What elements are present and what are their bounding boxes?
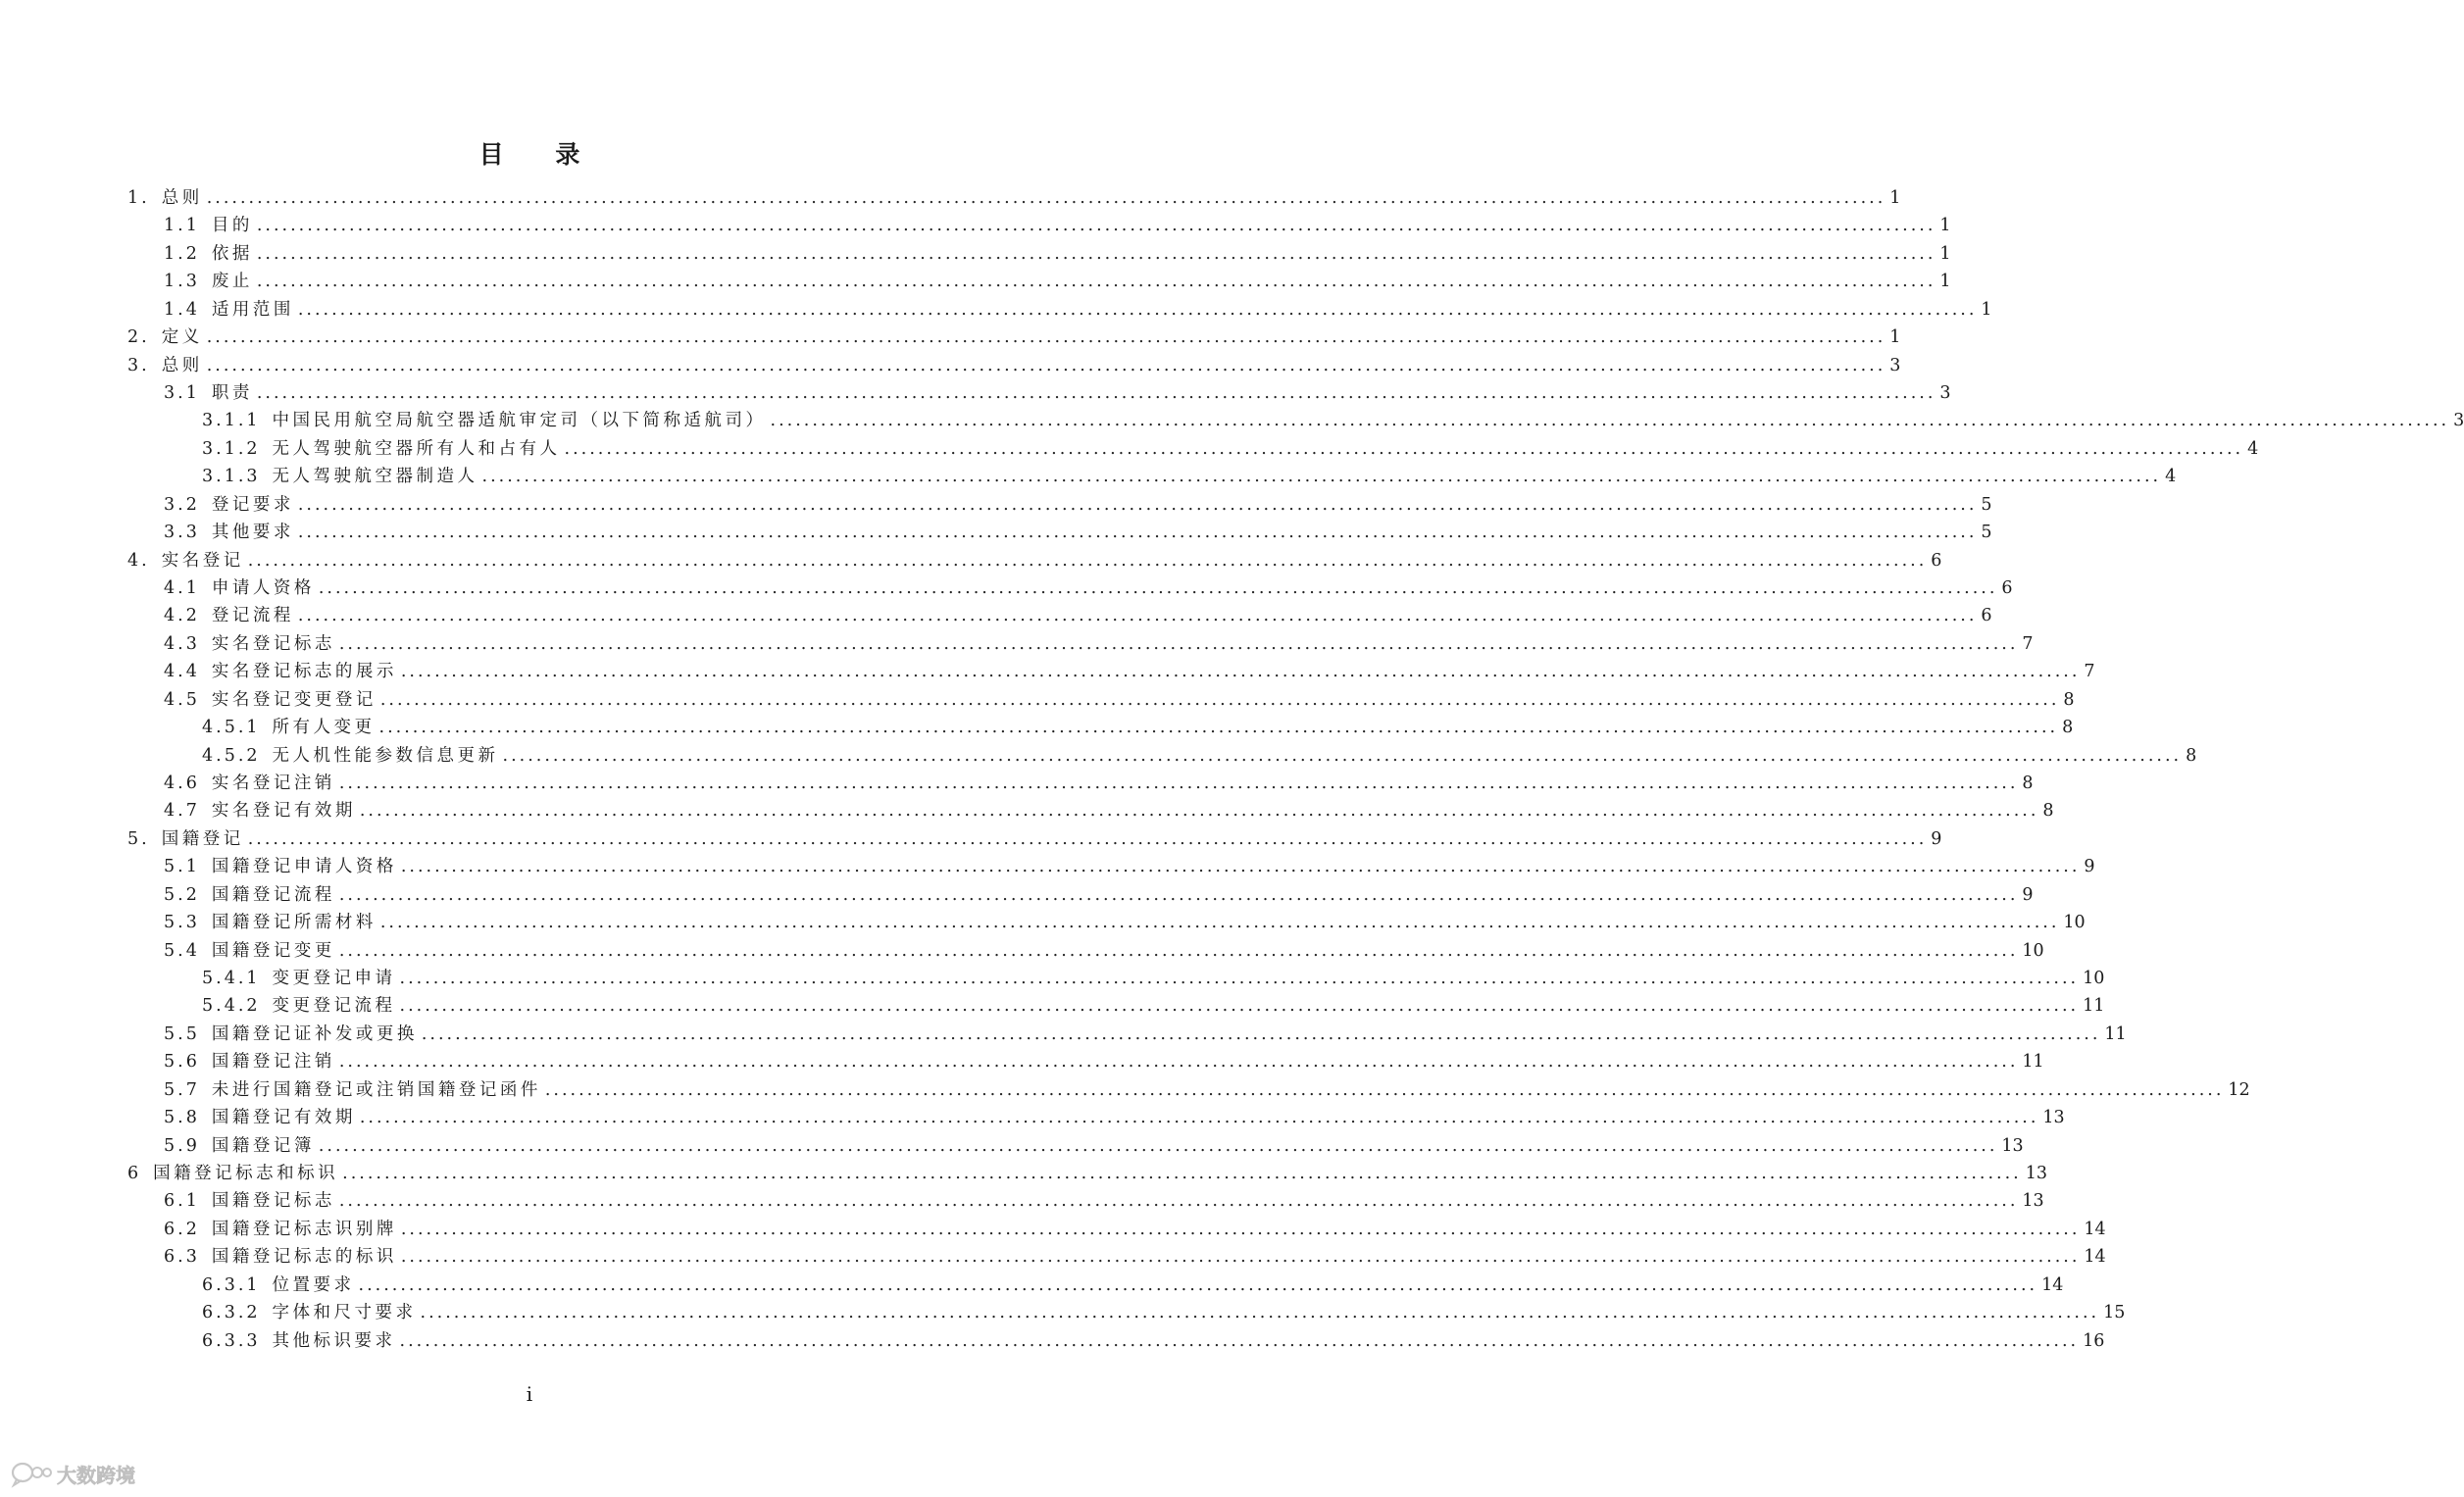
toc-entry-number: 4.7 bbox=[164, 801, 200, 822]
toc-entry-page: 1 bbox=[1889, 188, 1901, 208]
toc-dot-leader: ........................................................................................................................................................................................................ bbox=[420, 1303, 2100, 1323]
toc-entry-title: 国籍登记标志识别牌 bbox=[211, 1219, 397, 1239]
toc-dot-leader: ........................................................................................................................................................................................................ bbox=[297, 606, 1978, 626]
toc-dot-leader: ........................................................................................................................................................................................................ bbox=[256, 243, 1936, 264]
toc-entry-title: 总则 bbox=[161, 188, 203, 208]
toc-entry[interactable] bbox=[164, 1046, 2044, 1073]
toc-entry-page: 9 bbox=[2084, 857, 2095, 877]
toc-entry-page: 13 bbox=[2042, 1108, 2065, 1128]
toc-dot-leader: ........................................................................................................................................................................................................ bbox=[206, 327, 1886, 348]
toc-dot-leader: ........................................................................................................................................................................................................ bbox=[400, 1219, 2081, 1239]
toc-entry[interactable] bbox=[127, 1158, 2047, 1185]
toc-entry[interactable] bbox=[164, 266, 1951, 293]
toc-entry-title: 实名登记有效期 bbox=[211, 801, 356, 822]
toc-entry-number: 1.4 bbox=[164, 299, 200, 320]
toc-entry[interactable] bbox=[164, 879, 2034, 907]
toc-entry[interactable] bbox=[164, 935, 2044, 963]
toc-dot-leader: ........................................................................................................................................................................................................ bbox=[379, 913, 2060, 933]
toc-entry-title: 未进行国籍登记或注销国籍登记函件 bbox=[211, 1079, 541, 1100]
toc-entry[interactable] bbox=[202, 405, 2464, 432]
toc-entry-title: 国籍登记 bbox=[161, 828, 244, 849]
toc-entry-number: 5.4 bbox=[164, 940, 200, 961]
toc-entry-page: 15 bbox=[2103, 1303, 2126, 1323]
toc-entry[interactable] bbox=[127, 823, 1942, 851]
chat-bubble-logo-icon bbox=[10, 1461, 53, 1486]
toc-entry[interactable] bbox=[164, 907, 2086, 934]
toc-entry[interactable] bbox=[164, 768, 2034, 795]
toc-entry-title: 目的 bbox=[211, 216, 253, 236]
toc-entry[interactable] bbox=[127, 322, 1901, 349]
toc-entry-number: 3.1.2 bbox=[202, 438, 261, 459]
toc-entry[interactable] bbox=[164, 600, 1992, 627]
toc-entry[interactable] bbox=[164, 517, 1992, 544]
toc-entry-title: 无人驾驶航空器制造人 bbox=[272, 467, 478, 487]
toc-entry-title: 国籍登记流程 bbox=[211, 884, 335, 905]
toc-entry-page: 6 bbox=[2001, 578, 2013, 599]
toc-dot-leader: ........................................................................................................................................................................................................ bbox=[502, 745, 2183, 766]
toc-entry[interactable] bbox=[164, 238, 1951, 266]
toc-entry-number: 6.3.2 bbox=[202, 1303, 261, 1323]
toc-entry-title: 实名登记注销 bbox=[211, 773, 335, 794]
toc-entry-title: 定义 bbox=[161, 327, 203, 348]
toc-entry-page: 1 bbox=[1981, 299, 1992, 320]
toc-entry-page: 9 bbox=[1931, 828, 1942, 849]
toc-entry-number: 6.1 bbox=[164, 1191, 200, 1212]
toc-entry-title: 中国民用航空局航空器适航审定司（以下简称适航司） bbox=[272, 411, 767, 431]
toc-dot-leader: ........................................................................................................................................................................................................ bbox=[206, 188, 1886, 208]
toc-entry[interactable] bbox=[164, 573, 2013, 600]
toc-entry-number: 5.5 bbox=[164, 1023, 200, 1044]
toc-entry-number: 4.1 bbox=[164, 578, 200, 599]
toc-entry-page: 13 bbox=[2025, 1164, 2047, 1184]
toc-entry-number: 1.3 bbox=[164, 272, 200, 292]
toc-dot-leader: ........................................................................................................................................................................................................ bbox=[318, 1135, 1998, 1156]
toc-entry-page: 8 bbox=[2062, 718, 2074, 738]
toc-entry-title: 国籍登记簿 bbox=[211, 1135, 315, 1156]
toc-entry-number: 6.3 bbox=[164, 1247, 200, 1268]
toc-entry[interactable] bbox=[164, 1185, 2044, 1213]
toc-entry[interactable] bbox=[202, 1297, 2126, 1324]
toc-entry-page: 7 bbox=[2084, 662, 2095, 682]
toc-dot-leader: ........................................................................................................................................................................................................ bbox=[318, 578, 1998, 599]
toc-entry-page: 13 bbox=[2022, 1191, 2044, 1212]
toc-entry-number: 3.3 bbox=[164, 523, 200, 543]
toc-entry[interactable] bbox=[202, 740, 2197, 768]
toc-entry-title: 依据 bbox=[211, 243, 253, 264]
toc-entry-page: 16 bbox=[2083, 1330, 2105, 1351]
toc-entry[interactable] bbox=[164, 656, 2095, 683]
toc-entry-title: 变更登记流程 bbox=[272, 996, 396, 1017]
toc-entry-number: 4.4 bbox=[164, 662, 200, 682]
toc-entry-title: 适用范围 bbox=[211, 299, 294, 320]
toc-entry[interactable] bbox=[202, 461, 2177, 488]
toc-entry-number: 3.1.3 bbox=[202, 467, 261, 487]
toc-entry[interactable] bbox=[202, 1270, 2064, 1297]
toc-entry[interactable] bbox=[164, 1130, 2024, 1158]
toc-entry-number: 4.6 bbox=[164, 773, 200, 794]
toc-entry-page: 11 bbox=[2104, 1023, 2127, 1044]
toc-entry[interactable] bbox=[164, 795, 2054, 823]
toc-entry-title: 职责 bbox=[211, 383, 253, 403]
toc-entry-title: 无人机性能参数信息更新 bbox=[272, 745, 499, 766]
toc-dot-leader: ........................................................................................................................................................................................................ bbox=[481, 467, 2162, 487]
toc-dot-leader: ........................................................................................................................................................................................................ bbox=[399, 969, 2080, 989]
toc-entry[interactable] bbox=[202, 963, 2105, 990]
toc-entry-title: 申请人资格 bbox=[211, 578, 315, 599]
toc-dot-leader: ........................................................................................................................................................................................................ bbox=[338, 1052, 2019, 1073]
toc-dot-leader: ........................................................................................................................................................................................................ bbox=[399, 996, 2080, 1017]
toc-entry-title: 国籍登记有效期 bbox=[211, 1108, 356, 1128]
toc-entry-title: 实名登记 bbox=[161, 550, 244, 571]
toc-entry-page: 4 bbox=[2247, 438, 2259, 459]
toc-entry-title: 实名登记标志 bbox=[211, 633, 335, 654]
toc-dot-leader: ........................................................................................................................................................................................................ bbox=[358, 1274, 2038, 1295]
toc-entry-title: 所有人变更 bbox=[272, 718, 376, 738]
toc-entry-title: 国籍登记标志的标识 bbox=[211, 1247, 397, 1268]
toc-entry[interactable] bbox=[202, 712, 2074, 739]
toc-entry[interactable] bbox=[164, 1241, 2106, 1269]
toc-entry-number: 5.6 bbox=[164, 1052, 200, 1073]
toc-entry-page: 6 bbox=[1931, 550, 1942, 571]
toc-dot-leader: ........................................................................................................................................................................................................ bbox=[342, 1164, 2022, 1184]
toc-entry-page: 1 bbox=[1889, 327, 1901, 348]
toc-entry-title: 无人驾驶航空器所有人和占有人 bbox=[272, 438, 561, 459]
toc-entry-page: 3 bbox=[2453, 411, 2464, 431]
toc-entry-page: 8 bbox=[2022, 773, 2034, 794]
toc-entry-number: 5.1 bbox=[164, 857, 200, 877]
toc-dot-leader: ........................................................................................................................................................................................................ bbox=[400, 857, 2081, 877]
toc-entry-number: 3. bbox=[127, 355, 150, 375]
toc-entry-title: 总则 bbox=[161, 355, 203, 375]
toc-entry-page: 7 bbox=[2022, 633, 2034, 654]
toc-entry[interactable] bbox=[164, 1102, 2065, 1129]
toc-dot-leader: ........................................................................................................................................................................................................ bbox=[206, 355, 1886, 375]
toc-dot-leader: ........................................................................................................................................................................................................ bbox=[297, 494, 1978, 515]
toc-entry-page: 3 bbox=[1939, 383, 1951, 403]
toc-entry-number: 4.3 bbox=[164, 633, 200, 654]
toc-entry[interactable] bbox=[164, 294, 1992, 322]
toc-entry-page: 8 bbox=[2186, 745, 2197, 766]
toc-dot-leader: ........................................................................................................................................................................................................ bbox=[770, 411, 2450, 431]
toc-entry-number: 1.1 bbox=[164, 216, 200, 236]
toc-entry-number: 4.5.2 bbox=[202, 745, 261, 766]
toc-dot-leader: ........................................................................................................................................................................................................ bbox=[338, 1191, 2019, 1212]
toc-dot-leader: ........................................................................................................................................................................................................ bbox=[338, 773, 2019, 794]
page-title: 目 录 bbox=[478, 140, 602, 169]
toc-dot-leader: ........................................................................................................................................................................................................ bbox=[359, 801, 2039, 822]
toc-entry[interactable] bbox=[164, 1074, 2250, 1102]
toc-dot-leader: ........................................................................................................................................................................................................ bbox=[378, 718, 2059, 738]
toc-entry-title: 登记要求 bbox=[211, 494, 294, 515]
toc-entry-page: 3 bbox=[1889, 355, 1901, 375]
toc-entry[interactable] bbox=[164, 628, 2034, 656]
toc-entry-page: 5 bbox=[1981, 523, 1992, 543]
toc-entry-page: 14 bbox=[2041, 1274, 2064, 1295]
toc-entry-title: 其他要求 bbox=[211, 523, 294, 543]
toc-dot-leader: ........................................................................................................................................................................................................ bbox=[379, 689, 2060, 710]
toc-entry-number: 4.2 bbox=[164, 606, 200, 626]
watermark bbox=[10, 1461, 135, 1486]
toc-entry-number: 3.2 bbox=[164, 494, 200, 515]
toc-entry-page: 14 bbox=[2084, 1219, 2106, 1239]
toc-entry-number: 1.2 bbox=[164, 243, 200, 264]
toc-entry-page: 10 bbox=[2022, 940, 2044, 961]
toc-entry-title: 实名登记变更登记 bbox=[211, 689, 377, 710]
toc-entry-number: 1. bbox=[127, 188, 150, 208]
toc-entry-page: 10 bbox=[2063, 913, 2086, 933]
toc-entry-number: 5.4.2 bbox=[202, 996, 261, 1017]
toc-entry-title: 国籍登记标志和标识 bbox=[153, 1164, 339, 1184]
toc-entry-number: 5. bbox=[127, 828, 150, 849]
toc-entry-title: 国籍登记证补发或更换 bbox=[211, 1023, 418, 1044]
toc-entry-page: 8 bbox=[2042, 801, 2054, 822]
page-folio: i bbox=[526, 1382, 533, 1406]
toc-entry-page: 1 bbox=[1939, 243, 1951, 264]
toc-entry-title: 废止 bbox=[211, 272, 253, 292]
toc-entry-title: 国籍登记所需材料 bbox=[211, 913, 377, 933]
toc-entry[interactable] bbox=[202, 1325, 2105, 1353]
toc-entry-page: 14 bbox=[2084, 1247, 2106, 1268]
toc-entry-number: 5.8 bbox=[164, 1108, 200, 1128]
toc-entry-page: 6 bbox=[1981, 606, 1992, 626]
toc-dot-leader: ........................................................................................................................................................................................................ bbox=[564, 438, 2244, 459]
toc-dot-leader: ........................................................................................................................................................................................................ bbox=[247, 550, 1928, 571]
toc-entry[interactable] bbox=[202, 990, 2105, 1018]
toc-entry-title: 变更登记申请 bbox=[272, 969, 396, 989]
toc-entry-title: 国籍登记变更 bbox=[211, 940, 335, 961]
toc-entry-page: 9 bbox=[2022, 884, 2034, 905]
toc-entry-page: 13 bbox=[2001, 1135, 2024, 1156]
toc-entry-title: 国籍登记申请人资格 bbox=[211, 857, 397, 877]
toc-dot-leader: ........................................................................................................................................................................................................ bbox=[338, 884, 2019, 905]
toc-entry-page: 10 bbox=[2083, 969, 2105, 989]
toc-entry-number: 4. bbox=[127, 550, 150, 571]
toc-entry[interactable] bbox=[164, 1019, 2127, 1046]
toc-entry-number: 2. bbox=[127, 327, 150, 348]
toc-entry-title: 国籍登记标志 bbox=[211, 1191, 335, 1212]
toc-dot-leader: ........................................................................................................................................................................................................ bbox=[247, 828, 1928, 849]
toc-entry[interactable] bbox=[164, 684, 2075, 712]
toc-entry[interactable] bbox=[127, 182, 1901, 210]
toc-entry-page: 12 bbox=[2228, 1079, 2250, 1100]
toc-dot-leader: ........................................................................................................................................................................................................ bbox=[256, 216, 1936, 236]
toc-entry-number: 5.9 bbox=[164, 1135, 200, 1156]
toc-entry-number: 5.2 bbox=[164, 884, 200, 905]
toc-entry-page: 4 bbox=[2165, 467, 2177, 487]
toc-entry-number: 5.7 bbox=[164, 1079, 200, 1100]
toc-dot-leader: ........................................................................................................................................................................................................ bbox=[338, 940, 2019, 961]
toc-dot-leader: ........................................................................................................................................................................................................ bbox=[544, 1079, 2225, 1100]
toc-entry-title: 实名登记标志的展示 bbox=[211, 662, 397, 682]
toc-entry-number: 5.4.1 bbox=[202, 969, 261, 989]
toc-entry-page: 5 bbox=[1981, 494, 1992, 515]
toc-entry-number: 5.3 bbox=[164, 913, 200, 933]
toc-dot-leader: ........................................................................................................................................................................................................ bbox=[256, 383, 1936, 403]
toc-dot-leader: ........................................................................................................................................................................................................ bbox=[297, 523, 1978, 543]
toc-entry-number: 4.5.1 bbox=[202, 718, 261, 738]
toc-entry-number: 6.3.1 bbox=[202, 1274, 261, 1295]
toc-entry[interactable] bbox=[164, 851, 2095, 878]
toc-entry[interactable] bbox=[202, 433, 2259, 461]
toc-entry-page: 1 bbox=[1939, 216, 1951, 236]
toc-dot-leader: ........................................................................................................................................................................................................ bbox=[256, 272, 1936, 292]
toc-entry[interactable] bbox=[164, 1214, 2106, 1241]
toc-entry-page: 11 bbox=[2083, 996, 2105, 1017]
watermark-text: 大数跨境 bbox=[57, 1463, 135, 1487]
toc-entry-title: 位置要求 bbox=[272, 1274, 355, 1295]
toc-entry-number: 6.2 bbox=[164, 1219, 200, 1239]
toc-entry-title: 字体和尺寸要求 bbox=[272, 1303, 417, 1323]
toc-dot-leader: ........................................................................................................................................................................................................ bbox=[338, 633, 2019, 654]
toc-entry-number: 3.1 bbox=[164, 383, 200, 403]
toc-entry[interactable] bbox=[127, 545, 1942, 573]
toc-entry-page: 11 bbox=[2022, 1052, 2044, 1073]
toc-entry-page: 1 bbox=[1939, 272, 1951, 292]
toc-entry[interactable] bbox=[164, 377, 1951, 405]
toc-entry-number: 3.1.1 bbox=[202, 411, 261, 431]
toc-entry-title: 登记流程 bbox=[211, 606, 294, 626]
toc-entry-number: 6.3.3 bbox=[202, 1330, 261, 1351]
toc-dot-leader: ........................................................................................................................................................................................................ bbox=[359, 1108, 2039, 1128]
toc-entry[interactable] bbox=[127, 350, 1901, 377]
toc-entry-page: 8 bbox=[2063, 689, 2075, 710]
toc-dot-leader: ........................................................................................................................................................................................................ bbox=[421, 1023, 2101, 1044]
toc-entry-title: 国籍登记注销 bbox=[211, 1052, 335, 1073]
toc-entry-number: 6 bbox=[127, 1164, 142, 1184]
toc-entry[interactable] bbox=[164, 489, 1992, 517]
toc-dot-leader: ........................................................................................................................................................................................................ bbox=[297, 299, 1978, 320]
toc-entry[interactable] bbox=[164, 210, 1951, 237]
toc-dot-leader: ........................................................................................................................................................................................................ bbox=[399, 1330, 2080, 1351]
toc-entry-title: 其他标识要求 bbox=[272, 1330, 396, 1351]
toc-dot-leader: ........................................................................................................................................................................................................ bbox=[400, 662, 2081, 682]
toc-entry-number: 4.5 bbox=[164, 689, 200, 710]
toc-dot-leader: ........................................................................................................................................................................................................ bbox=[400, 1247, 2081, 1268]
